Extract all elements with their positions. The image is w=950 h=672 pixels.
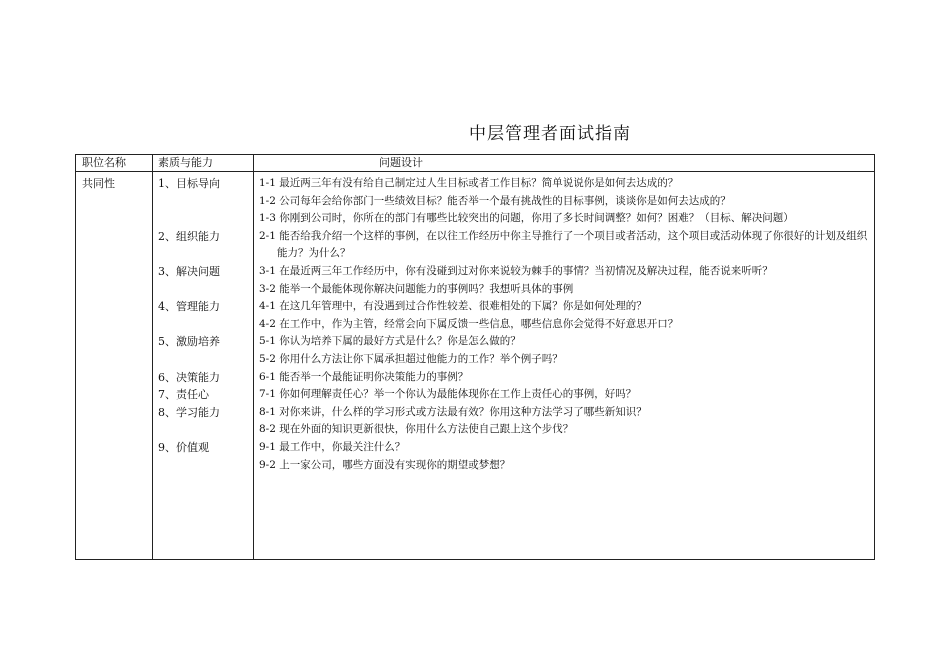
- column-divider: [152, 155, 153, 559]
- question-item: 4-1 在这几年管理中，有没遇到过合作性较差、很难相处的下属？你是如何处理的？: [259, 300, 647, 313]
- question-item: 4-2 在工作中，作为主管，经常会向下属反馈一些信息，哪些信息你会觉得不好意思开口？: [259, 317, 679, 330]
- competency-item: 3、解决问题: [158, 265, 220, 278]
- competency-item: 6、决策能力: [158, 370, 220, 384]
- question-item: 8-2 现在外面的知识更新很快，你用什么方法使自己跟上这个步伐？: [259, 423, 574, 436]
- header-position: 职位名称: [82, 156, 126, 169]
- interview-table: [75, 154, 875, 560]
- question-item: 7-1 你如何理解责任心？举一个你认为最能体现你在工作上责任心的事例，好吗？: [259, 388, 637, 401]
- header-questions: 问题设计: [379, 156, 423, 169]
- question-item: 2-1 能否给我介绍一个这样的事例，在以往工作经历中你主导推行了一个项目或者活动，这个项目或活动体现了你很好的计划及组织能力？为什么？: [259, 229, 868, 260]
- competency-item: 1、目标导向: [158, 177, 220, 190]
- question-item: 5-1 你认为培养下属的最好方式是什么？你是怎么做的？: [259, 335, 521, 348]
- question-item: 1-3 你刚到公司时，你所在的部门有哪些比较突出的问题，你用了多长时间调整？如何？困难？（目标、解决问题）: [259, 212, 794, 225]
- question-item: 5-2 你用什么方法让你下属承担超过他能力的工作？举个例子吗？: [259, 353, 563, 365]
- competency-item: 7、责任心: [158, 388, 209, 402]
- question-item: 3-2 能举一个最能体现你解决问题能力的事例吗？我想听具体的事例: [259, 282, 574, 295]
- question-item: 9-1 最工作中，你最关注什么？: [259, 441, 406, 453]
- header-divider: [76, 171, 874, 172]
- question-item: 1-1 最近两三年有没有给自己制定过人生目标或者工作目标？简单说说你是如何去达成的？: [259, 177, 679, 189]
- competency-item: 2、组织能力: [158, 229, 220, 243]
- question-item: 6-1 能否举一个最能证明你决策能力的事例？: [259, 370, 469, 383]
- question-item: 3-1 在最近两三年工作经历中，你有没碰到过对你来说较为棘手的事情？当初情况及解决过程，能否说来听听？: [259, 265, 773, 277]
- question-item: 8-1 对你来讲，什么样的学习形式或方法最有效？你用这种方法学习了哪些新知识？: [259, 405, 647, 418]
- header-competency: 素质与能力: [158, 156, 213, 169]
- competency-item: 5、激励培养: [158, 335, 220, 349]
- question-item: 9-2 上一家公司，哪些方面没有实现你的期望或梦想？: [259, 458, 511, 471]
- question-item: 1-2 公司每年会给你部门一些绩效目标？能否举一个最有挑战性的目标事例，谈谈你是如何去达成的？: [259, 194, 731, 207]
- page-title: 中层管理者面试指南: [469, 124, 631, 144]
- competency-item: 4、管理能力: [158, 300, 220, 314]
- competency-item: 8、学习能力: [158, 405, 220, 419]
- position-name: 共同性: [82, 177, 115, 190]
- column-divider: [253, 155, 254, 559]
- competency-item: 9、价值观: [158, 441, 209, 454]
